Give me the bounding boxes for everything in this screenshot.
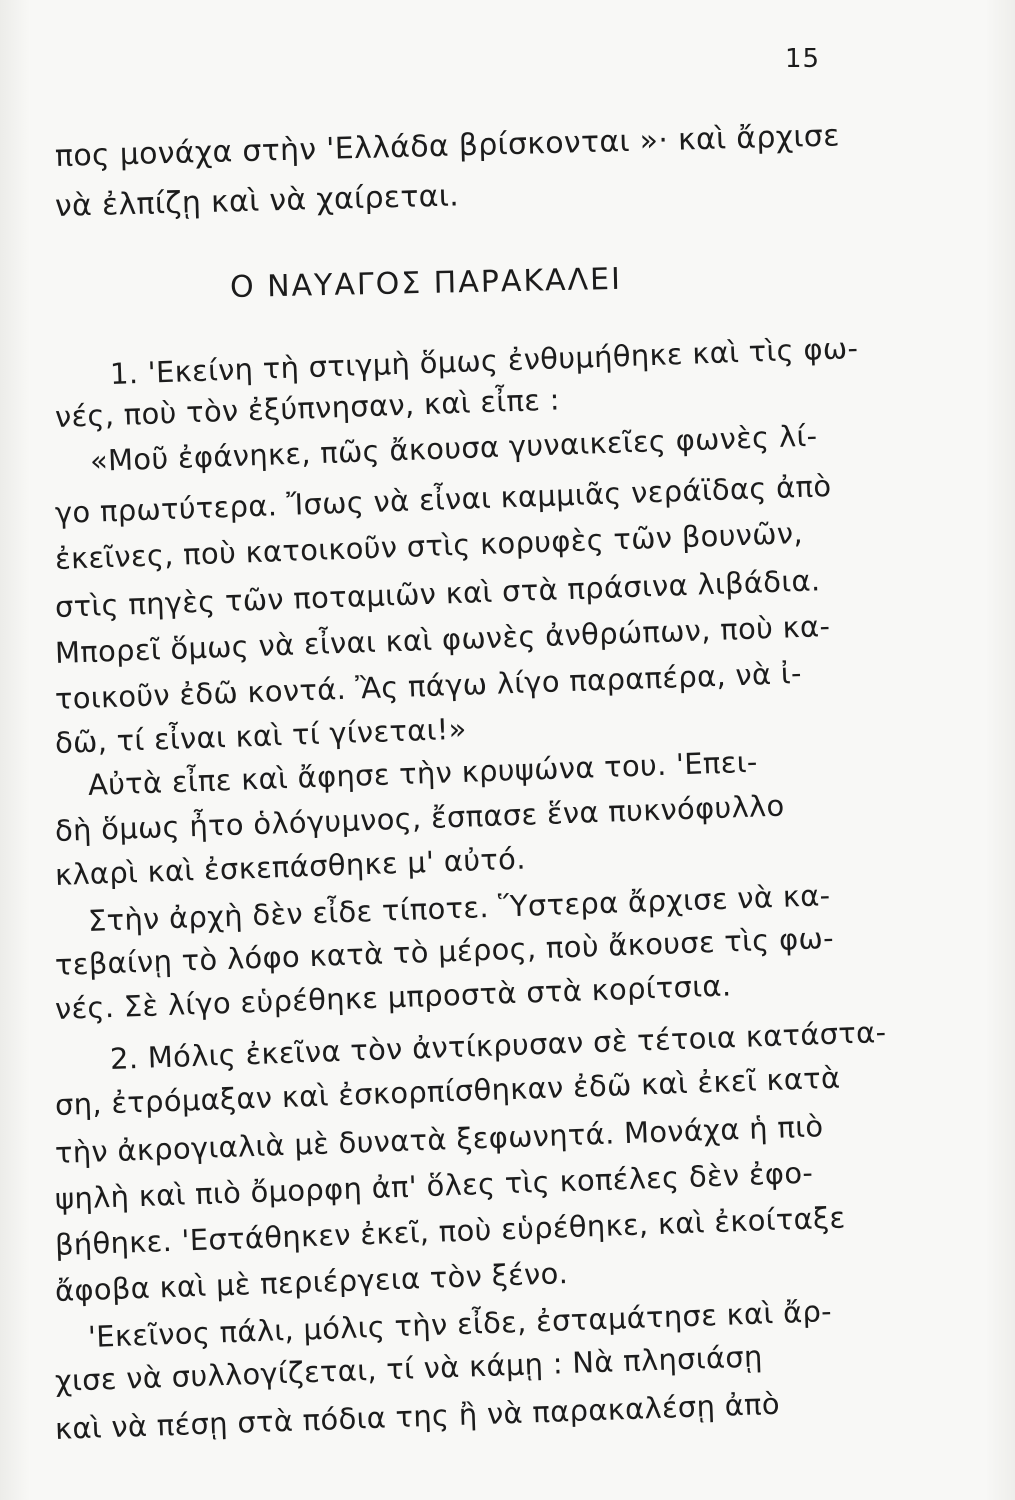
- chapter-heading: Ο ΝΑΥΑΓΟΣ ΠΑΡΑΚΑΛΕΙ: [229, 261, 623, 305]
- intro-line-1: πος μονάχα στὴν 'Ελλάδα βρίσκονται »· καὶ ἄρχισε: [54, 118, 841, 174]
- body-line-2: νές, ποὺ τὸν ἐξύπνησαν, καὶ εἶπε :: [54, 382, 561, 434]
- body-line-1: 1. 'Εκείνη τὴ στιγμὴ ὅμως ἐνθυμήθηκε καὶ τὶς φω-: [109, 330, 859, 391]
- body-line-5: ἐκεῖνες, ποὺ κατοικοῦν στὶς κορυφὲς τῶν βουνῶν,: [54, 515, 804, 576]
- body-line-12: κλαρὶ καὶ ἐσκεπάσθηκε μ' αὐτό.: [54, 841, 527, 892]
- body-line-6: στὶς πηγὲς τῶν ποταμιῶν καὶ στὰ πράσινα λιβάδια.: [54, 563, 821, 624]
- page-number: 15: [785, 44, 821, 74]
- body-line-18: τὴν ἀκρογιαλιὰ μὲ δυνατὰ ξεφωνητά. Μονάχα ἡ πιὸ: [54, 1109, 824, 1170]
- body-line-17: ση, ἐτρόμαξαν καὶ ἐσκορπίσθηκαν ἐδῶ καὶ ἐκεῖ κατὰ: [54, 1060, 841, 1122]
- body-line-15: νές. Σὲ λίγο εὑρέθηκε μπροστὰ στὰ κορίτσια.: [54, 968, 732, 1026]
- body-line-8: τοικοῦν ἐδῶ κοντά. Ἂς πάγω λίγο παραπέρα, νὰ ἰ-: [54, 655, 803, 716]
- intro-line-2: νὰ ἐλπίζῃ καὶ νὰ χαίρεται.: [54, 178, 460, 224]
- body-line-4: γο πρωτύτερα. Ἴσως νὰ εἶναι καμμιᾶς νεράϊδας ἀπὸ: [54, 468, 832, 530]
- body-line-22: 'Εκεῖνος πάλι, μόλις τὴν εἶδε, ἐσταμάτησε καὶ ἄρ-: [87, 1294, 833, 1354]
- body-line-11: δὴ ὅμως ἦτο ὁλόγυμνος, ἔσπασε ἕνα πυκνόφυλλο: [54, 788, 786, 848]
- body-line-3: «Μοῦ ἐφάνηκε, πῶς ἄκουσα γυναικεῖες φωνὲς λί-: [89, 418, 818, 478]
- body-line-19: ψηλὴ καὶ πιὸ ὄμορφη ἀπ' ὅλες τὶς κοπέλες δὲν ἐφο-: [54, 1155, 814, 1216]
- body-line-10: Αὐτὰ εἶπε καὶ ἄφησε τὴν κρυψώνα του. 'Επει-: [87, 744, 759, 802]
- body-line-13: Στὴν ἀρχὴ δὲν εἶδε τίποτε. Ὕστερα ἄρχισε νὰ κα-: [87, 878, 831, 938]
- body-line-9: δῶ, τί εἶναι καὶ τί γίνεται!»: [54, 711, 468, 760]
- body-line-23: χισε νὰ συλλογίζεται, τί νὰ κάμῃ : Νὰ πλησιάσῃ: [54, 1339, 764, 1398]
- body-line-20: βήθηκε. 'Εστάθηκεν ἐκεῖ, ποὺ εὑρέθηκε, καὶ ἐκοίταξε: [54, 1200, 846, 1262]
- body-line-24: καὶ νὰ πέσῃ στὰ πόδια της ἢ νὰ παρακαλέσῃ ἀπὸ: [54, 1386, 781, 1446]
- body-line-7: Μπορεῖ ὅμως νὰ εἶναι καὶ φωνὲς ἀνθρώπων, ποὺ κα-: [54, 608, 831, 670]
- body-line-16: 2. Μόλις ἐκεῖνα τὸν ἀντίκρυσαν σὲ τέτοια κατάστα-: [109, 1014, 887, 1076]
- body-line-21: ἄφοβα καὶ μὲ περιέργεια τὸν ξένο.: [54, 1256, 569, 1308]
- body-line-14: τεβαίνῃ τὸ λόφο κατὰ τὸ μέρος, ποὺ ἄκουσε τὶς φω-: [54, 920, 835, 982]
